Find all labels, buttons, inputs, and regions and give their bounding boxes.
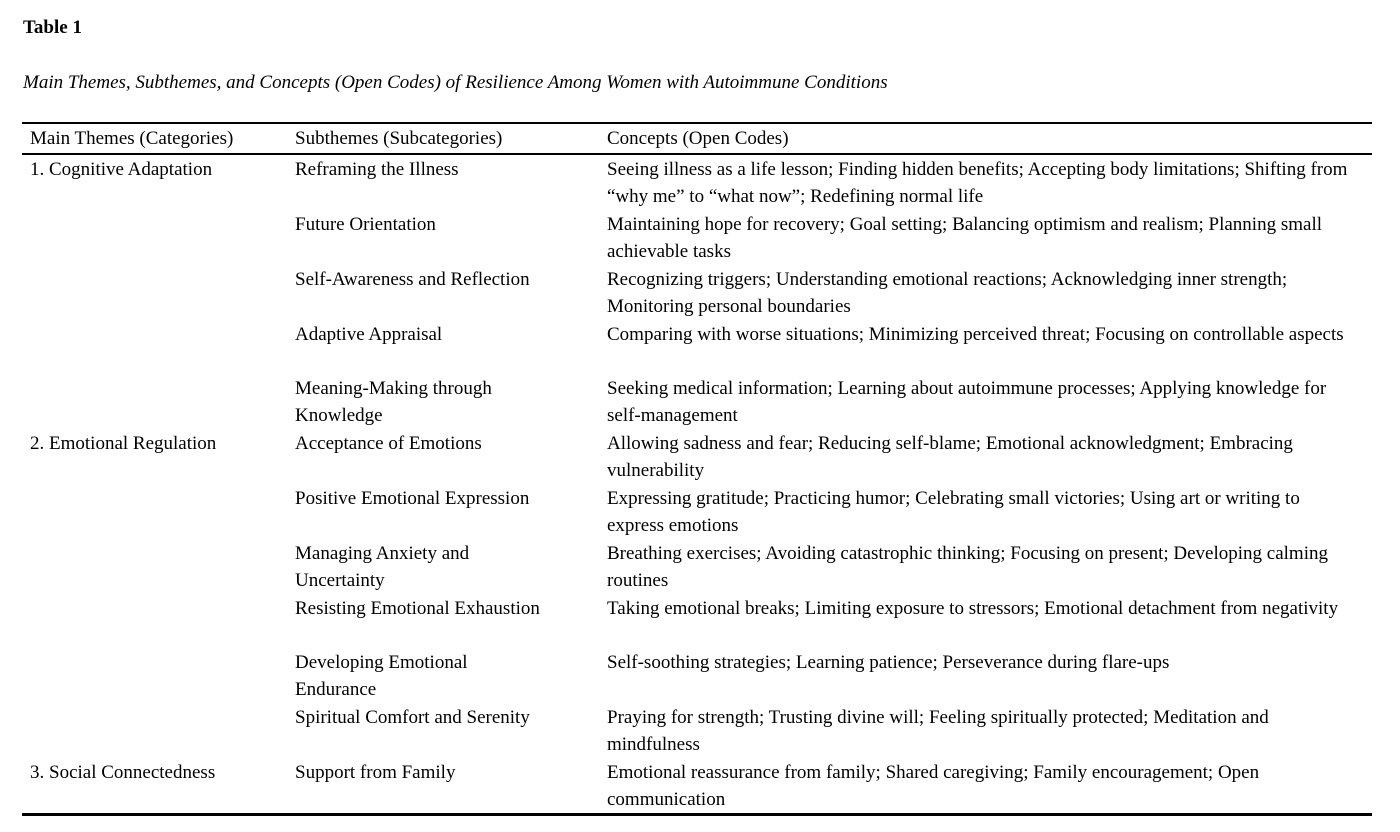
main-theme-cell (22, 703, 295, 758)
concepts-cell: Seeing illness as a life lesson; Finding hidden benefits; Accepting body limitations; Shifting from “why me” to “what now”; Redefining normal life (607, 159, 1348, 207)
subtheme-cell: Spiritual Comfort and Serenity (295, 707, 530, 728)
table-row (22, 539, 1372, 594)
table-row (22, 648, 1372, 703)
subtheme-cell: Reframing the Illness (295, 159, 459, 180)
main-theme-cell (22, 648, 295, 703)
main-theme-cell: 2. Emotional Regulation (30, 433, 217, 454)
table-label: Table 1 (23, 17, 82, 38)
subtheme-cell: Support from Family (295, 762, 456, 783)
main-theme-cell (22, 539, 295, 594)
main-theme-cell (22, 210, 295, 265)
table-header (22, 123, 1372, 154)
subtheme-cell: Positive Emotional Expression (295, 488, 530, 509)
table-row (22, 320, 1372, 374)
table-row (22, 429, 1372, 484)
column-header-concepts: Concepts (Open Codes) (607, 127, 789, 149)
concepts-cell: Emotional reassurance from family; Shared caregiving; Family encouragement; Open communication (607, 762, 1260, 810)
subtheme-cell: Meaning-Making through Knowledge (295, 378, 492, 426)
table-title: Main Themes, Subthemes, and Concepts (Open Codes) of Resilience Among Women with Autoimmune Conditions (23, 72, 888, 93)
concepts-cell: Self-soothing strategies; Learning patience; Perseverance during flare-ups (607, 652, 1170, 673)
column-header-main-themes: Main Themes (Categories) (30, 127, 234, 149)
table-row (22, 594, 1372, 648)
subtheme-cell: Resisting Emotional Exhaustion (295, 598, 540, 619)
concepts-cell: Breathing exercises; Avoiding catastrophic thinking; Focusing on present; Developing calming routines (607, 543, 1328, 591)
table-row (22, 374, 1372, 429)
concepts-cell: Seeking medical information; Learning about autoimmune processes; Applying knowledge for self-management (607, 378, 1327, 426)
main-theme-cell (22, 320, 295, 374)
concepts-cell: Expressing gratitude; Practicing humor; Celebrating small victories; Using art or writing to express emotions (607, 488, 1300, 536)
subtheme-cell: Adaptive Appraisal (295, 324, 443, 345)
concepts-cell: Maintaining hope for recovery; Goal setting; Balancing optimism and realism; Planning small achievable tasks (607, 214, 1322, 262)
main-theme-cell: 3. Social Connectedness (30, 762, 216, 783)
table-header-row (22, 123, 1372, 154)
subtheme-cell: Acceptance of Emotions (295, 433, 482, 454)
main-theme-cell (22, 484, 295, 539)
concepts-cell: Praying for strength; Trusting divine will; Feeling spiritually protected; Meditation and mindfulness (607, 707, 1269, 755)
subtheme-cell: Managing Anxiety and Uncertainty (295, 543, 470, 591)
concepts-cell: Comparing with worse situations; Minimizing perceived threat; Focusing on controllable aspects (607, 324, 1344, 345)
table-row (22, 265, 1372, 320)
main-theme-cell (22, 594, 295, 648)
table-row (22, 210, 1372, 265)
column-header-subthemes: Subthemes (Subcategories) (295, 127, 503, 149)
concepts-cell: Recognizing triggers; Understanding emotional reactions; Acknowledging inner strength; Monitoring personal boundaries (607, 269, 1288, 317)
table-row (22, 703, 1372, 758)
table-row (22, 484, 1372, 539)
main-theme-cell (22, 265, 295, 320)
table-row (22, 758, 1372, 815)
concepts-cell: Allowing sadness and fear; Reducing self-blame; Emotional acknowledgment; Embracing vulnerability (607, 433, 1293, 481)
main-theme-cell (22, 374, 295, 429)
table-row (22, 154, 1372, 210)
subtheme-cell: Self-Awareness and Reflection (295, 269, 530, 290)
concepts-cell: Taking emotional breaks; Limiting exposure to stressors; Emotional detachment from negativity (607, 598, 1339, 619)
main-theme-cell: 1. Cognitive Adaptation (30, 159, 213, 180)
themes-table (22, 122, 1372, 816)
subtheme-cell: Developing Emotional Endurance (295, 652, 468, 700)
subtheme-cell: Future Orientation (295, 214, 436, 235)
table-body (22, 154, 1372, 815)
